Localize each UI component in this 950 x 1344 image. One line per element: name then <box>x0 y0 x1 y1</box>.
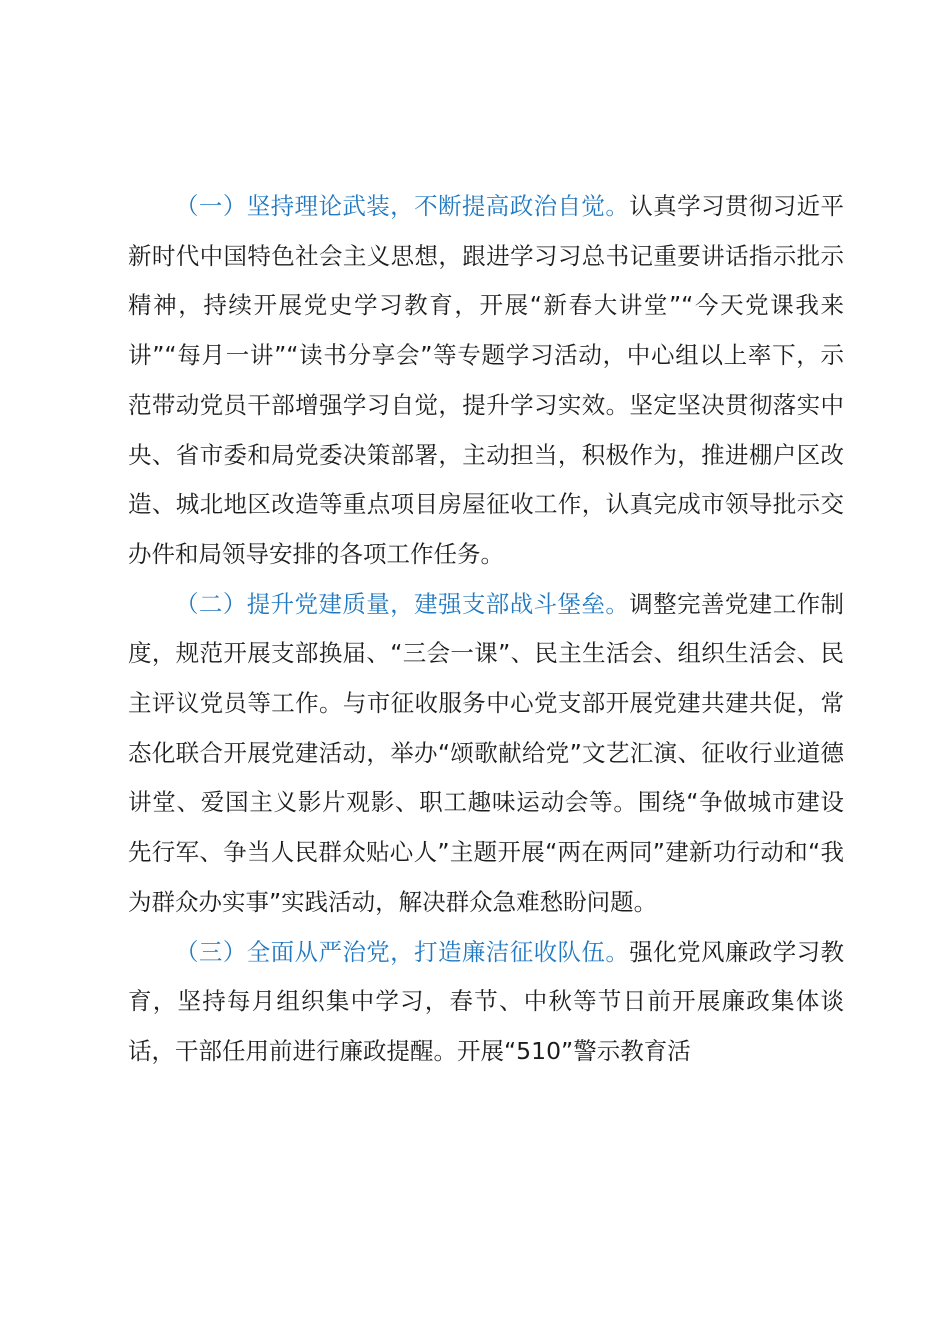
paragraph-3-body: 强化党风廉政学习教育，坚持每月组织集中学习，春节、中秋等节日前开展廉政集体谈话，干部任用前进行廉政提醒。开展“510”警示教育活 <box>128 937 845 1065</box>
paragraph-3-heading: （三）全面从严治党，打造廉洁征收队伍。 <box>175 937 630 966</box>
paragraph-1-body: 认真学习贯彻习近平新时代中国特色社会主义思想，跟进学习习总书记重要讲话指示批示精神，持续开展党史学习教育，开展“新春大讲堂”“今天党课我来讲”“每月一讲”“读书分享会”等专题学习活动，中心组以上率下，示范带动党员干部增强学习自觉，提升学习实效。坚定坚决贯彻落实中央、省市委和局党委决策部署，主动担当，积极作为，推进棚户区改造、城北地区改造等重点项目房屋征收工作，认真完成市领导批示交办件和局领导安排的各项工作任务。 <box>128 192 845 568</box>
paragraph-2-body: 调整完善党建工作制度，规范开展支部换届、“三会一课”、民主生活会、组织生活会、民主评议党员等工作。与市征收服务中心党支部开展党建共建共促，常态化联合开展党建活动，举办“颂歌献给党”文艺汇演、征收行业道德讲堂、爱国主义影片观影、职工趣味运动会等。围绕“争做城市建设先行军、争当人民群众贴心人”主题开展“两在两同”建新功行动和“我为群众办实事”实践活动，解决群众急难愁盼问题。 <box>128 589 845 916</box>
paragraph-1 <box>128 182 844 580</box>
document-page <box>128 182 844 1077</box>
paragraph-2-heading: （二）提升党建质量，建强支部战斗堡垒。 <box>175 589 630 618</box>
paragraph-3 <box>128 928 844 1077</box>
paragraph-1-heading: （一）坚持理论武装，不断提高政治自觉。 <box>175 192 630 220</box>
paragraph-2 <box>128 580 844 928</box>
